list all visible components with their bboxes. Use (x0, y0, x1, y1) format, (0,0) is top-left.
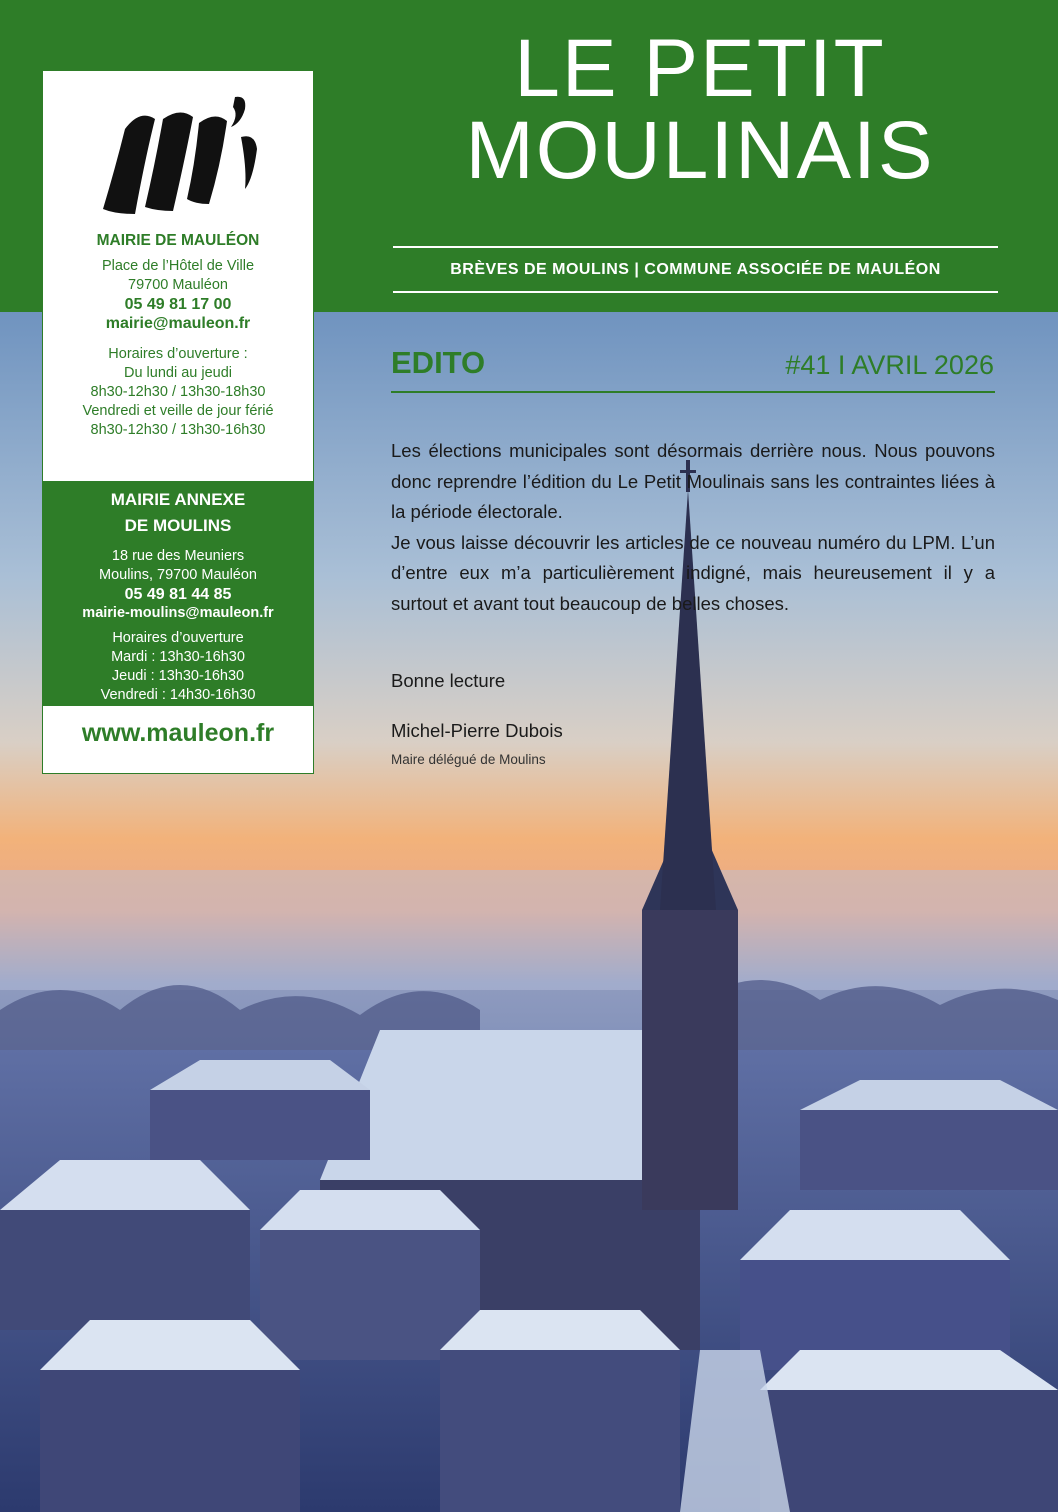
masthead-title-line2: MOULINAIS (465, 105, 935, 196)
mairie-email[interactable]: mairie@mauleon.fr (105, 315, 251, 332)
annexe-hours-line: Mardi : 13h30-16h30 (111, 649, 245, 665)
mairie-hours-line: Vendredi et veille de jour férié (82, 403, 274, 419)
edito-closing: Bonne lecture (391, 670, 506, 691)
mairie-address2: 79700 Mauléon (128, 277, 228, 293)
annexe-email[interactable]: mairie-moulins@mauleon.fr (82, 605, 274, 621)
masthead-title-line1: LE PETIT (514, 23, 886, 114)
annexe-block (43, 481, 313, 706)
annexe-hours-title: Horaires d’ouverture (112, 630, 244, 646)
edito-body (391, 436, 995, 619)
contact-panel (42, 70, 314, 774)
mairie-hours-line: 8h30-12h30 / 13h30-18h30 (90, 384, 266, 400)
website-link[interactable]: www.mauleon.fr (81, 719, 275, 747)
masthead-subtitle: BRÈVES DE MOULINS | COMMUNE ASSOCIÉE DE MAULÉON (450, 261, 941, 278)
annexe-hours-line: Jeudi : 13h30-16h30 (111, 668, 245, 684)
mauleon-logo-icon (95, 89, 265, 219)
annexe-hours-line: Vendredi : 14h30-16h30 (100, 687, 256, 703)
mairie-hours-title: Horaires d’ouverture : (108, 346, 248, 362)
edito-rule (391, 391, 995, 393)
annexe-phone[interactable]: 05 49 81 44 85 (124, 586, 232, 603)
annexe-address2: Moulins, 79700 Mauléon (99, 567, 257, 583)
edito-heading: EDITO (391, 345, 486, 380)
edito-signature-role: Maire délégué de Moulins (391, 752, 546, 767)
edito-signature: Michel-Pierre Dubois (391, 720, 563, 741)
annexe-name-line1: MAIRIE ANNEXE (110, 490, 246, 509)
mairie-name: MAIRIE DE MAULÉON (96, 232, 260, 249)
issue-number: #41 I AVRIL 2026 (785, 350, 994, 380)
masthead-title (380, 23, 1020, 196)
annexe-name-line2: DE MOULINS (124, 516, 232, 535)
edito-paragraph: Je vous laisse découvrir les articles de ce nouveau numéro du LPM. L’un d’entre eux m’a particulièrement indigné, mais heureusement il y a surtout et avant tout beaucoup de belles choses. (391, 531, 995, 614)
mairie-hours-line: Du lundi au jeudi (123, 365, 233, 381)
edito-paragraph: Les élections municipales sont désormais derrière nous. Nous pouvons donc reprendre l’édition du Le Petit Moulinais sans les contraintes liées à la période électorale. (391, 440, 995, 522)
mairie-block (43, 231, 313, 440)
masthead-rule-top (393, 246, 998, 248)
mairie-address1: Place de l’Hôtel de Ville (101, 258, 255, 274)
annexe-address1: 18 rue des Meuniers (111, 548, 245, 564)
masthead-rule-bottom (393, 291, 998, 293)
mairie-phone[interactable]: 05 49 81 17 00 (124, 296, 232, 313)
mairie-hours-line: 8h30-12h30 / 13h30-16h30 (90, 422, 266, 438)
